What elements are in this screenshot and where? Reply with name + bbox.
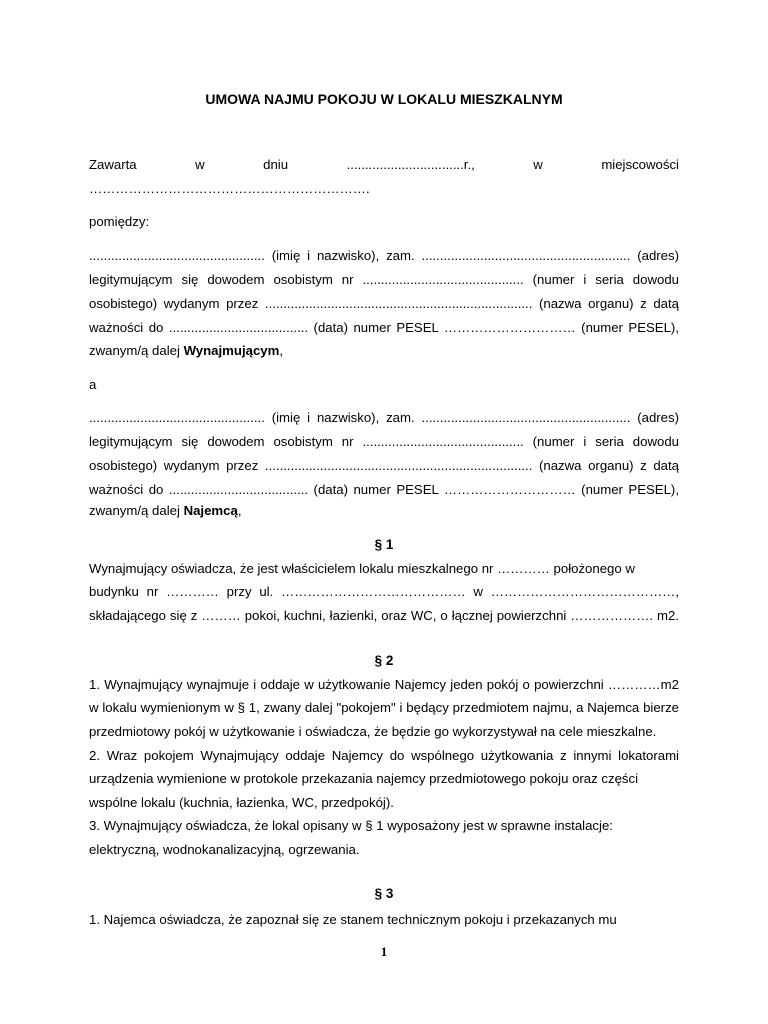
section-2-line: w lokalu wymienionym w § 1, zwany dalej "pokojem" i będący przedmiotem najmu, a Najemca bierze	[89, 700, 679, 715]
called-prefix: zwanym/ą dalej	[89, 343, 184, 358]
party1-line: ważności do ...................................... (data) numer PESEL ………………………… (numer PESEL),	[89, 320, 679, 335]
section-1-line: Wynajmujący oświadcza, że jest właścicielem lokalu mieszkalnego nr ………… położonego w	[89, 561, 635, 576]
called-suffix: ,	[279, 343, 284, 358]
party2-called	[89, 503, 679, 519]
section-1-line: budynku nr ………… przy ul. …………………………………… w ……………………………………,	[89, 584, 679, 599]
section-2-line: wspólne lokalu (kuchnia, łazienka, WC, przedpokój).	[89, 795, 394, 810]
called-prefix: zwanym/ą dalej	[89, 503, 184, 518]
party1-called	[89, 343, 679, 359]
party1-line: ................................................ (imię i nazwisko), zam. ......................................................... (adres)	[89, 248, 679, 263]
party1-line: legitymującym się dowodem osobistym nr ............................................ (numer i seria dowodu	[89, 272, 679, 287]
section-2-line: 3. Wynajmujący oświadcza, że lokal opisany w § 1 wyposażony jest w sprawne instalacje:	[89, 818, 613, 833]
section-3-line: 1. Najemca oświadcza, że zapoznał się ze stanem technicznym pokoju i przekazanych mu	[89, 912, 617, 927]
section-2-line: 2. Wraz pokojem Wynajmujący oddaje Najemcy do wspólnego użytkowania z innymi lokatorami	[89, 748, 679, 763]
intro-word: w	[195, 157, 205, 172]
section-2-line: urządzenia wymienione w protokole przekazania najemcy przedmiotowego pokoju oraz części	[89, 771, 639, 786]
section-1-line: składającego się z ……… pokoi, kuchni, łazienki, oraz WC, o łącznej powierzchni ………………. m2.	[89, 608, 679, 623]
intro-word: Zawarta	[89, 157, 137, 172]
intro-word: dniu	[263, 157, 289, 172]
page-number: 1	[380, 944, 388, 959]
section-2-line: przedmiotowy pokój w użytkowanie i oświadcza, że będzie go wykorzystywał na cele mieszkalne.	[89, 724, 657, 739]
between-label: pomiędzy:	[89, 214, 150, 229]
document-title: UMOWA NAJMU POKOJU W LOKALU MIESZKALNYM	[205, 91, 563, 107]
section-2-heading: § 2	[374, 653, 394, 668]
called-suffix: ,	[237, 503, 242, 518]
section-1-heading: § 1	[374, 537, 394, 552]
intro-word: miejscowości	[601, 157, 679, 172]
section-2-line: 1. Wynajmujący wynajmuje i oddaje w użytkowanie Najemcy jeden pokój o powierzchni …………m2	[89, 677, 679, 692]
intro-line-1	[89, 157, 679, 173]
party2-line: osobistego) wydanym przez ......................................................................... (nazwa organu) z datą	[89, 458, 679, 473]
date-blank: ................................r.,	[346, 157, 475, 172]
party2-line: legitymującym się dowodem osobistym nr ............................................ (numer i seria dowodu	[89, 434, 679, 449]
party1-line: osobistego) wydanym przez ......................................................................... (nazwa organu) z datą	[89, 296, 679, 311]
intro-word: w	[533, 157, 543, 172]
and-separator: a	[89, 377, 97, 392]
landlord-role: Wynajmującym	[183, 343, 280, 358]
section-2-line: elektryczną, wodnokanalizacyjną, ogrzewania.	[89, 842, 360, 857]
tenant-role: Najemcą	[183, 503, 238, 518]
place-blank: ……………………………………………………….	[89, 181, 370, 196]
party2-line: ................................................ (imię i nazwisko), zam. ......................................................... (adres)	[89, 410, 679, 425]
party2-line: ważności do ...................................... (data) numer PESEL ………………………… (numer PESEL),	[89, 482, 679, 497]
section-3-heading: § 3	[374, 886, 394, 901]
